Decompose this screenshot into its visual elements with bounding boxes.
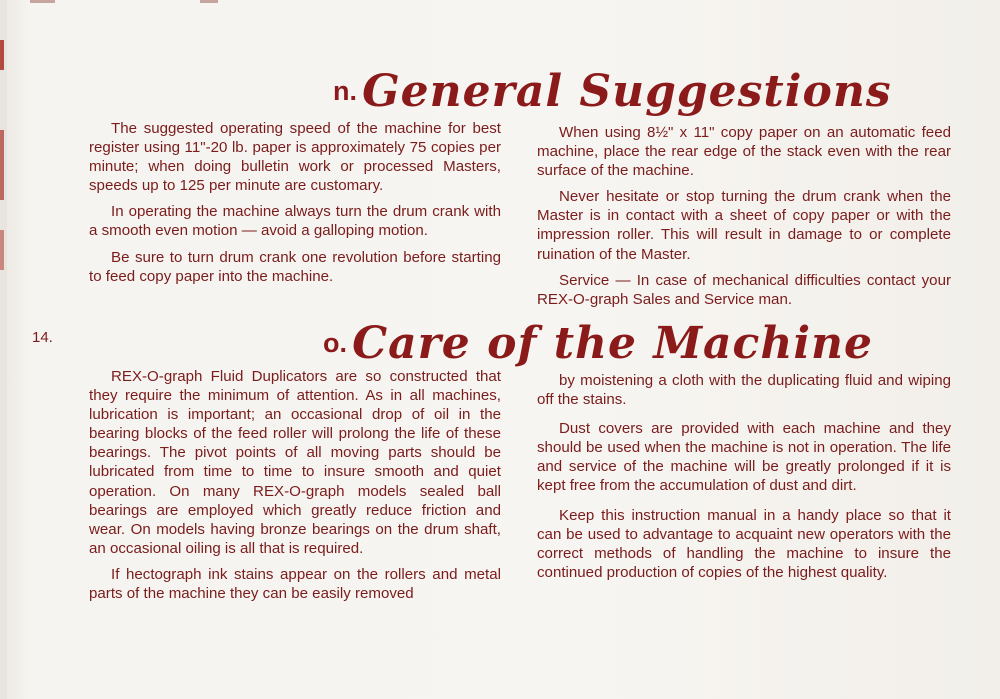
paragraph: The suggested operating speed of the machine for best register using 11"-20 lb. paper is approximately 75 copies per minute; when doing bulletin work or processed Masters, speeds up to 125 per minute are customary.: [89, 120, 501, 195]
section-n-left-column: [89, 119, 501, 293]
paragraph: If hectograph ink stains appear on the rollers and metal parts of the machine they can be easily removed: [89, 565, 501, 603]
section-o-right-column: [537, 371, 951, 589]
edge-ink-mark: [0, 130, 4, 200]
section-n-letter: n.: [333, 76, 357, 106]
section-o-left-column: [89, 367, 501, 610]
edge-ink-mark: [0, 230, 4, 270]
top-edge-mark: [200, 0, 218, 3]
page-number: 14.: [32, 329, 53, 346]
edge-ink-mark: [0, 40, 4, 70]
top-edge-mark: [30, 0, 55, 3]
section-o-heading: [323, 318, 873, 369]
paragraph: When using 8½" x 11" copy paper on an automatic feed machine, place the rear edge of the stack even with the rear surface of the machine.: [537, 124, 951, 180]
paragraph: by moistening a cloth with the duplicating fluid and wiping off the stains.: [537, 372, 951, 409]
section-o-letter: o.: [323, 328, 347, 358]
paragraph: REX-O-graph Fluid Duplicators are so constructed that they require the minimum of attention. As in all machines, lubrication is important; an occasional drop of oil in the bearing blocks of the feed roller will prolong the life of these bearings. The pivot points of all moving parts should be lubricated from time to time to insure smooth and quiet operation. On many REX-O-graph models sealed ball bearings are employed which greatly reduce friction and wear. On models having bronze bearings on the drum shaft, an occasional oiling is all that is required.: [89, 368, 501, 557]
paragraph: In operating the machine always turn the drum crank with a smooth even motion — avoid a galloping motion.: [89, 203, 501, 240]
section-n-heading: [333, 66, 892, 117]
section-o-title: Care of the Machine: [352, 318, 874, 369]
paragraph: Be sure to turn drum crank one revolution before starting to feed copy paper into the machine.: [89, 248, 501, 285]
paragraph: Service — In case of mechanical difficulties contact your REX-O-graph Sales and Service man.: [537, 271, 951, 308]
section-n-right-column: [537, 123, 951, 316]
section-n-title: General Suggestions: [362, 66, 892, 117]
page-binding-edge: [0, 0, 7, 699]
paragraph: Never hesitate or stop turning the drum crank when the Master is in contact with a sheet of copy paper or with the impression roller. This will result in damage to or complete ruination of the Master.: [537, 188, 951, 263]
paragraph: Keep this instruction manual in a handy place so that it can be used to advantage to acquaint new operators with the correct methods of handling the machine to insure the continued production of copies of the highest quality.: [537, 506, 951, 581]
paragraph: Dust covers are provided with each machine and they should be used when the machine is not in operation. The life and service of the machine will be greatly prolonged if it is kept free from the accumulation of dust and dirt.: [537, 420, 951, 495]
